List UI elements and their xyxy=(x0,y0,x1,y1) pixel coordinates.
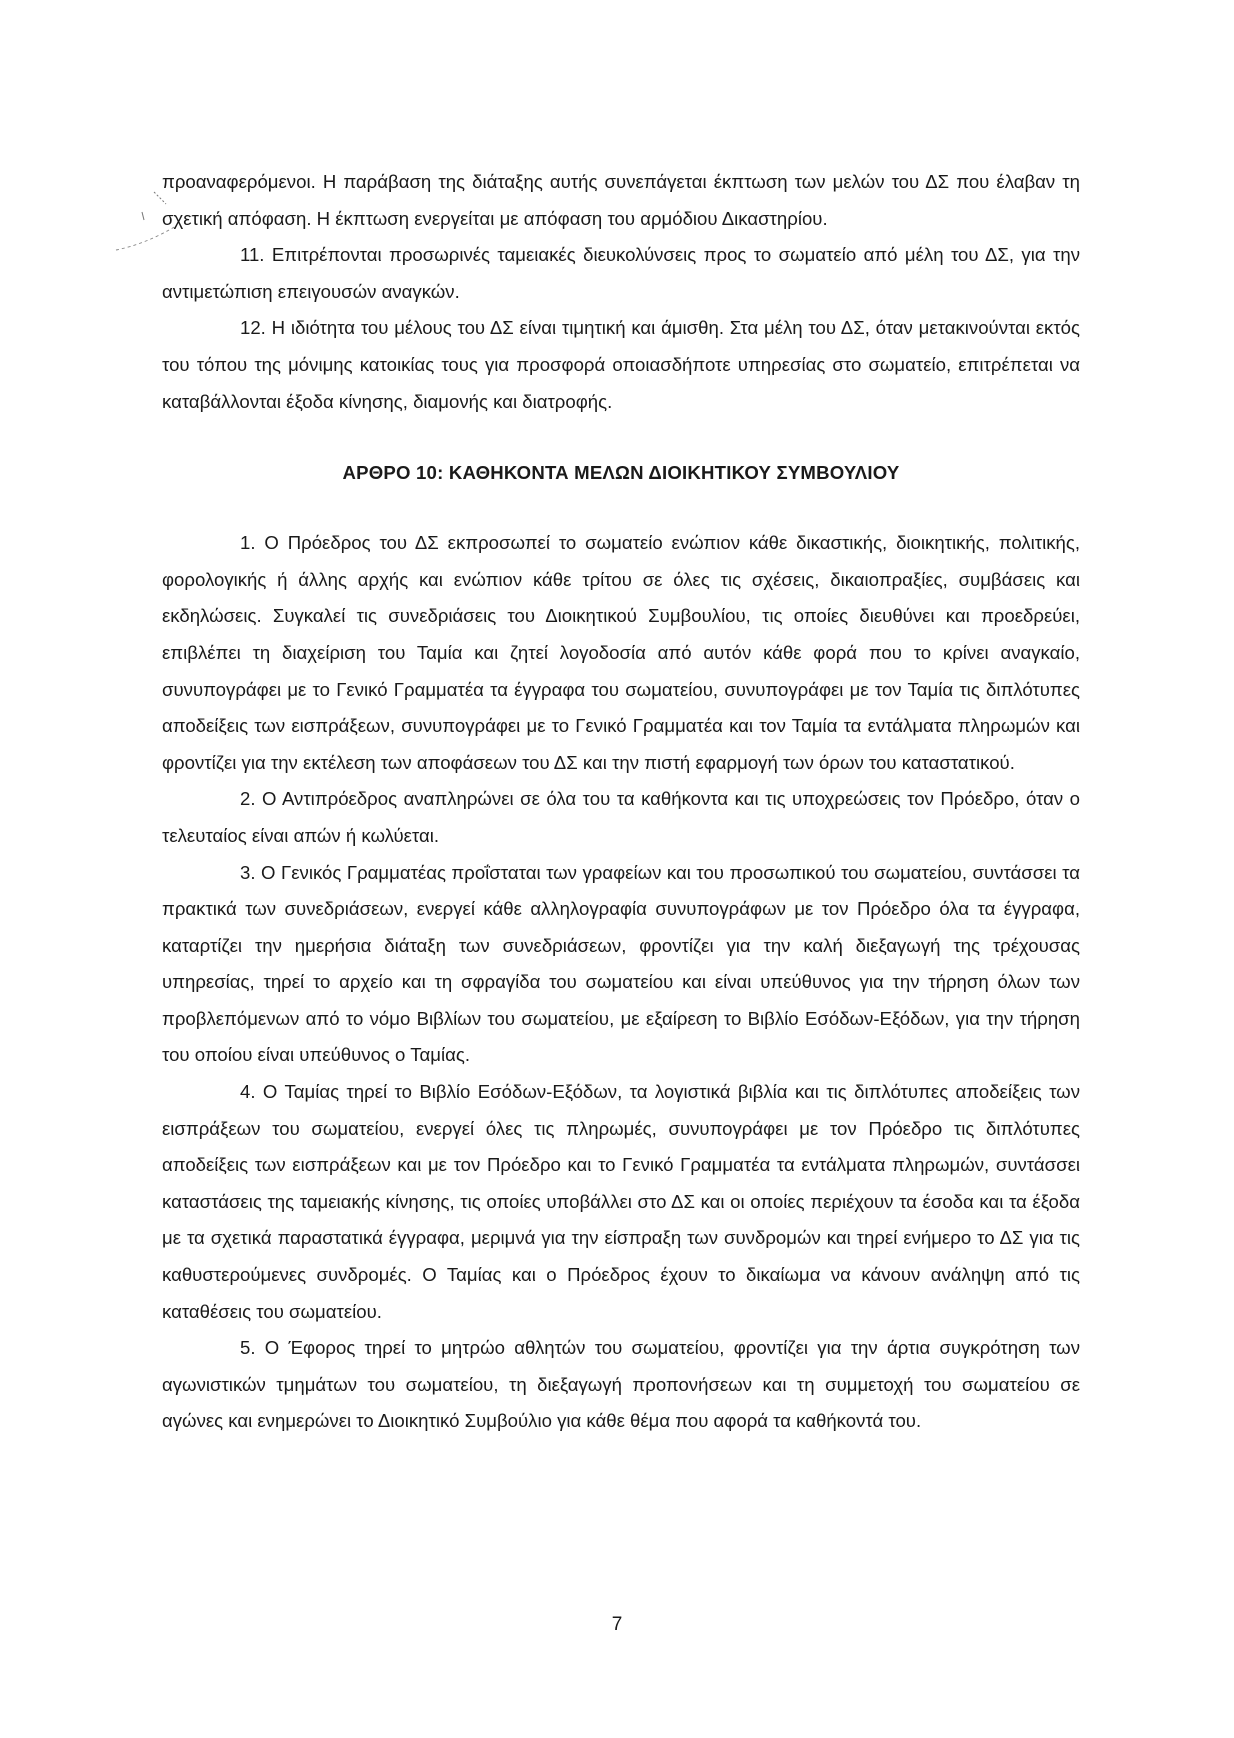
article-heading: ΑΡΘΡΟ 10: ΚΑΘΗΚΟΝΤΑ ΜΕΛΩΝ ΔΙΟΙΚΗΤΙΚΟΥ ΣΥΜΒΟΥΛΙΟΥ xyxy=(342,462,900,484)
paragraph-11: 11. Επιτρέπονται προσωρινές ταμειακές διευκολύνσεις προς το σωματείο από μέλη του ΔΣ, για την αντιμετώπιση επειγουσών αναγκών. xyxy=(162,244,1080,302)
article-paragraph-1: 1. Ο Πρόεδρος του ΔΣ εκπροσωπεί το σωματείο ενώπιον κάθε δικαστικής, διοικητικής, πολιτικής, φορολογικής ή άλλης αρχής και ενώπιον κάθε τρίτου σε όλες τις σχέσεις, δικαιοπραξίες, συμβάσεις και εκδηλώσεις. Συγκαλεί τις συνεδριάσεις του Διοικητικού Συμβουλίου, τις οποίες διευθύνει και προεδρεύει, επιβλέπει τη διαχείριση του Ταμία και ζητεί λογοδοσία από αυτόν κάθε φορά που το κρίνει αναγκαίο, συνυπογράφει με το Γενικό Γραμματέα τα έγγραφα του σωματείου, συνυπογράφει με τον Ταμία τις διπλότυπες αποδείξεις των εισπράξεων, συνυπογράφει με το Γενικό Γραμματέα και τον Ταμία τα εντάλματα πληρωμών και φροντίζει για την εκτέλεση των αποφάσεων του ΔΣ και την πιστή εφαρμογή των όρων του καταστατικού. xyxy=(162,532,1080,773)
article-paragraph-3: 3. Ο Γενικός Γραμματέας προΐσταται των γραφείων και του προσωπικού του σωματείου, συντάσσει τα πρακτικά των συνεδριάσεων, ενεργεί κάθε αλληλογραφία συνυπογράφων με τον Πρόεδρο όλα τα έγγραφα, καταρτίζει την ημερήσια διάταξη των συνεδριάσεων, φροντίζει για την καλή διεξαγωγή της τρέχουσας υπηρεσίας, τηρεί το αρχείο και τη σφραγίδα του σωματείου και είναι υπεύθυνος για την τήρηση όλων των προβλεπόμενων από το νόμο Βιβλίων του σωματείου, με εξαίρεση το Βιβλίο Εσόδων-Εξόδων, για την τήρηση του οποίου είναι υπεύθυνος ο Ταμίας. xyxy=(162,861,1080,1066)
article-paragraph-5: 5. Ο Έφορος τηρεί το μητρώο αθλητών του σωματείου, φροντίζει για την άρτια συγκρότηση των αγωνιστικών τμημάτων του σωματείου, τη διεξαγωγή προπονήσεων και τη συμμετοχή του σωματείου σε αγώνες και ενημερώνει το Διοικητικό Συμβούλιο για κάθε θέμα που αφορά τα καθήκοντά του. xyxy=(162,1337,1080,1432)
article-paragraph-2: 2. Ο Αντιπρόεδρος αναπληρώνει σε όλα του τα καθήκοντα και τις υποχρεώσεις τον Πρόεδρο, όταν ο τελευταίος είναι απών ή κωλύεται. xyxy=(162,788,1080,846)
document-body xyxy=(162,164,1080,1440)
page-number: 7 xyxy=(611,1614,623,1635)
article-paragraph-4: 4. Ο Ταμίας τηρεί το Βιβλίο Εσόδων-Εξόδων, τα λογιστικά βιβλία και τις διπλότυπες αποδείξεις των εισπράξεων του σωματείου, ενεργεί όλες τις πληρωμές, συνυπογράφει με τον Πρόεδρο τις διπλότυπες αποδείξεις των εισπράξεων και με τον Πρόεδρο και το Γενικό Γραμματέα τα εντάλματα πληρωμών, συντάσσει καταστάσεις της ταμειακής κίνησης, τις οποίες υποβάλλει στο ΔΣ και οι οποίες περιέχουν τα έσοδα και τα έξοδα με τα σχετικά παραστατικά έγγραφα, μεριμνά για την είσπραξη των συνδρομών και τηρεί ενήμερο το ΔΣ για τις καθυστερούμενες συνδρομές. Ο Ταμίας και ο Πρόεδρος έχουν το δικαίωμα να κάνουν ανάληψη από τις καταθέσεις του σωματείου. xyxy=(162,1081,1080,1322)
paragraph-continuation: προαναφερόμενοι. Η παράβαση της διάταξης αυτής συνεπάγεται έκπτωση των μελών του ΔΣ που έλαβαν τη σχετική απόφαση. Η έκπτωση ενεργείται με απόφαση του αρμόδιου Δικαστηρίου. xyxy=(162,171,1080,229)
paragraph-12: 12. Η ιδιότητα του μέλους του ΔΣ είναι τιμητική και άμισθη. Στα μέλη του ΔΣ, όταν μετακινούνται εκτός του τόπου της μόνιμης κατοικίας τους για προσφορά οποιασδήποτε υπηρεσίας στο σωματείο, επιτρέπεται να καταβάλλονται έξοδα κίνησης, διαμονής και διατροφής. xyxy=(162,317,1080,412)
